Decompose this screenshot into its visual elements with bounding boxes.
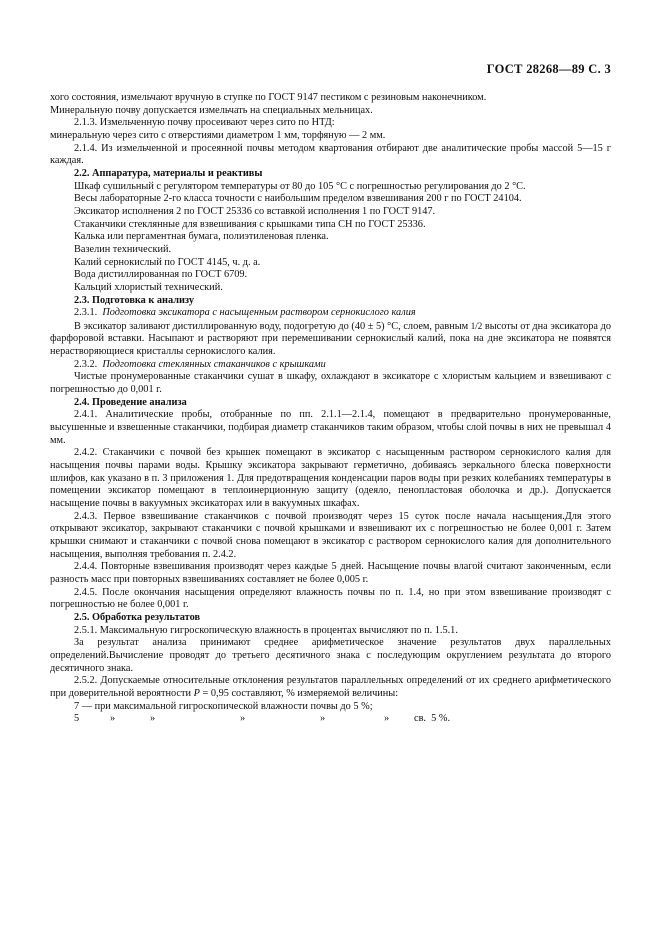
subsection-number: 2.3.1. (74, 307, 98, 319)
ditto-cell: » (150, 713, 156, 725)
paragraph-text: = 0,95 составляют, % измеряемой величины: (202, 687, 399, 699)
variable-p: P (193, 687, 200, 699)
ditto-cell: » (110, 713, 116, 725)
paragraph: хого состояния, измельчают вручную в ступке по ГОСТ 9147 пестиком с резиновым наконечником. (50, 92, 487, 103)
subsection-number: 2.3.2. (74, 358, 98, 370)
paragraph: 2.1.3. Измельченную почву просеивают через сито по НТД: (74, 117, 335, 129)
paragraph: Калька или пергаментная бумага, полиэтиленовая пленка. (74, 231, 329, 243)
paragraph-text: В эксикатор заливают дистиллированную воду, подогретую до (40 ± 5) °С, слоем, равным (74, 320, 469, 332)
paragraph: 7 — при максимальной гигроскопической влажности почвы до 5 %; (74, 700, 373, 712)
ditto-cell: » (384, 713, 390, 725)
paragraph: Шкаф сушильный с регулятором температуры от 80 до 105 °С с погрешностью регулирования до 2 °С. (74, 180, 526, 192)
fraction-half: 1/2 (470, 320, 483, 331)
ditto-cell: » (240, 713, 246, 725)
section-heading: 2.5. Обработка результатов (74, 611, 201, 623)
ditto-row (50, 713, 611, 726)
paragraph: 2.5.1. Максимальную гигроскопическую влажность в процентах вычисляют по п. 1.5.1. (74, 624, 458, 636)
paragraph: Кальций хлористый технический. (74, 281, 223, 293)
paragraph-text: 2.5.2. Допускаемые относительные отклонения результатов параллельных определений от их среднего арифметического при доверительной вероятности (50, 675, 611, 699)
paragraph: Стаканчики стеклянные для взвешивания с крышками типа СН по ГОСТ 25336. (74, 218, 426, 230)
paragraph: 2.4.3. Первое взвешивание стаканчиков с почвой производят через 15 суток после начала насыщения.Для этого открывают эксикатор, закрывают стаканчики с почвой крышками и взвешивают их с погрешностью не более 0,001 г. Затем крышки снимают и стаканчики с почвой снова помещают в эксикатор с раствором сернокислого калия для дополнительного насыщения, выполняя требования п. 2.4.2. (50, 510, 611, 560)
paragraph: 2.4.1. Аналитические пробы, отобранные по пп. 2.1.1—2.1.4, помещают в предварительно пронумерованные, высушенные и взвешенные стаканчики, подбирая диаметр стаканчиков таким образом, чтобы слой почвы в них не превышал 4 мм. (50, 409, 611, 446)
paragraph: Вазелин технический. (74, 243, 172, 255)
subsection-heading (50, 359, 611, 372)
paragraph: Калий сернокислый по ГОСТ 4145, ч. д. а. (74, 256, 261, 268)
paragraph: Чистые пронумерованные стаканчики сушат в шкафу, охлаждают в эксикаторе с хлористым кальцием и взвешивают с погрешностью до 0,001 г. (50, 371, 611, 396)
paragraph (50, 675, 611, 700)
paragraph: Весы лабораторные 2-го класса точности с наибольшим пределом взвешивания 200 г по ГОСТ 24104. (74, 193, 522, 205)
paragraph: Эксикатор исполнения 2 по ГОСТ 25336 со вставкой исполнения 1 по ГОСТ 9147. (74, 205, 436, 217)
paragraph: 2.4.2. Стаканчики с почвой без крышек помещают в эксикатор с насыщенным раствором сернокислого калия для насыщения почвы парами воды. Крышку эксикатора закрывают герметично, добиваясь зеркального блеска поверхности шлифов, как указано в п. 3 приложения 1. Для предотвращения конденсации паров воды при резких колебаниях температуры в помещении эксикатор помещают в теплоинерционную защиту (одеяло, пенопластовая оболочка и др.). Допускается насыщение почвы в вакуумных эксикаторах или в вакуумных шкафах. (50, 447, 611, 509)
section-heading: 2.2. Аппаратура, материалы и реактивы (74, 167, 263, 179)
paragraph: 2.4.4. Повторные взвешивания производят через каждые 5 дней. Насыщение почвы влагой считают законченным, если разность масс при повторных взвешиваниях составляет не более 0,005 г. (50, 561, 611, 585)
ditto-cell: » (320, 713, 326, 725)
page-header: ГОСТ 28268—89 С. 3 (486, 62, 611, 76)
subsection-title: Подготовка эксикатора с насыщенным раствором сернокислого калия (102, 307, 416, 319)
paragraph: Вода дистиллированная по ГОСТ 6709. (74, 269, 248, 281)
subsection-title: Подготовка стеклянных стаканчиков с крышками (102, 358, 326, 370)
paragraph: Минеральную почву допускается измельчать на специальных мельницах. (50, 104, 373, 116)
paragraph-text: высоты от дна эксикатора до фарфоровой вставки. Насыпают и растворяют при перемешивании сернокислый калий, пока на дне эксикатора не появятся нерастворяющиеся кристаллы сернокислого калия. (50, 320, 611, 358)
paragraph: 2.4.5. После окончания насыщения определяют влажность почвы по п. 1.4, но при этом взвешивание производят с погрешностью не более 0,001 г. (50, 586, 611, 611)
section-heading: 2.3. Подготовка к анализу (74, 294, 195, 306)
paragraph: 2.1.4. Из измельченной и просеянной почвы методом квартования отбирают две аналитические пробы массой 5—15 г каждая. (50, 142, 611, 167)
ditto-cell: св. 5 %. (414, 713, 451, 725)
paragraph: За результат анализа принимают среднее арифметическое значение результатов двух параллельных определений.Вычисление проводят до третьего десятичного знака с последующим округлением результата до второго десятичного знака. (50, 637, 611, 674)
subsection-heading (50, 307, 611, 320)
document-body (50, 92, 611, 726)
ditto-cell: 5 (74, 713, 80, 725)
section-heading: 2.4. Проведение анализа (74, 396, 187, 408)
paragraph: минеральную через сито с отверстиями диаметром 1 мм, торфяную — 2 мм. (50, 129, 386, 141)
paragraph (50, 320, 611, 359)
